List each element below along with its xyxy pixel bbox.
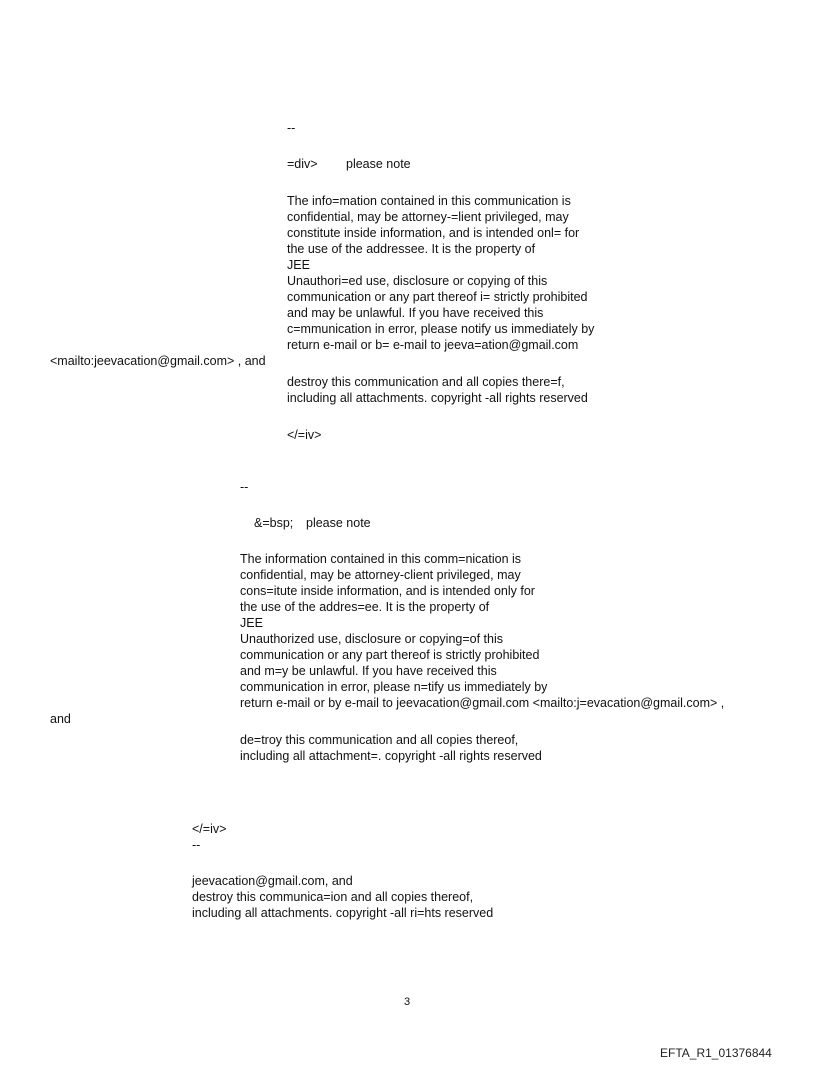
div-close-tag: </=iv>	[192, 822, 227, 836]
please-note: please note	[346, 157, 411, 171]
body-line: the use of the addressee. It is the property of	[287, 242, 536, 256]
body-line: return e-mail or b= e-mail to jeeva=ation@gmail.com	[287, 338, 579, 352]
body-line: The information contained in this comm=nication is	[240, 552, 522, 566]
body-line: JEE	[287, 258, 310, 272]
separator: --	[192, 838, 201, 852]
body-line: including all attachments. copyright -all rights reserved	[287, 391, 588, 405]
body-line: communication in error, please n=tify us immediately by	[240, 680, 548, 694]
body-line: de=troy this communication and all copies thereof,	[240, 733, 519, 747]
body-line: confidential, may be attorney-=lient privileged, may	[287, 210, 569, 224]
body-line: return e-mail or by e-mail to jeevacation@gmail.com <mailto:j=evacation@gmail.com> ,	[240, 696, 725, 710]
body-line: including all attachment=. copyright -all rights reserved	[240, 749, 542, 763]
body-line: The info=mation contained in this communication is	[287, 194, 571, 208]
body-line: constitute inside information, and is intended onl= for	[287, 226, 580, 240]
body-line: destroy this communica=ion and all copies thereof,	[192, 890, 474, 904]
nbsp-entity: &=bsp;	[254, 516, 294, 530]
document-id: EFTA_R1_01376844	[660, 1046, 772, 1060]
body-line: destroy this communication and all copies there=f,	[287, 375, 565, 389]
separator: --	[240, 480, 249, 494]
body-line: the use of the addres=ee. It is the property of	[240, 600, 490, 614]
body-line: and m=y be unlawful. If you have received this	[240, 664, 497, 678]
body-line: cons=itute inside information, and is intended only for	[240, 584, 535, 598]
and-line: and	[50, 712, 71, 726]
body-line: confidential, may be attorney-client privileged, may	[240, 568, 521, 582]
div-open-tag: =div>	[287, 157, 318, 171]
body-line: and may be unlawful. If you have received this	[287, 306, 544, 320]
please-note: please note	[306, 516, 371, 530]
body-line: including all attachments. copyright -all ri=hts reserved	[192, 906, 494, 920]
body-line: JEE	[240, 616, 263, 630]
body-line: Unauthori=ed use, disclosure or copying of this	[287, 274, 548, 288]
body-line: jeevacation@gmail.com, and	[192, 874, 353, 888]
body-line: communication or any part thereof is strictly prohibited	[240, 648, 540, 662]
mailto-line: <mailto:jeevacation@gmail.com> , and	[50, 354, 266, 368]
body-line: c=mmunication in error, please notify us immediately by	[287, 322, 595, 336]
body-line: Unauthorized use, disclosure or copying=of this	[240, 632, 503, 646]
div-close-tag: </=iv>	[287, 428, 322, 442]
page-number: 3	[404, 996, 411, 1008]
separator: --	[287, 121, 296, 135]
body-line: communication or any part thereof i= strictly prohibited	[287, 290, 588, 304]
